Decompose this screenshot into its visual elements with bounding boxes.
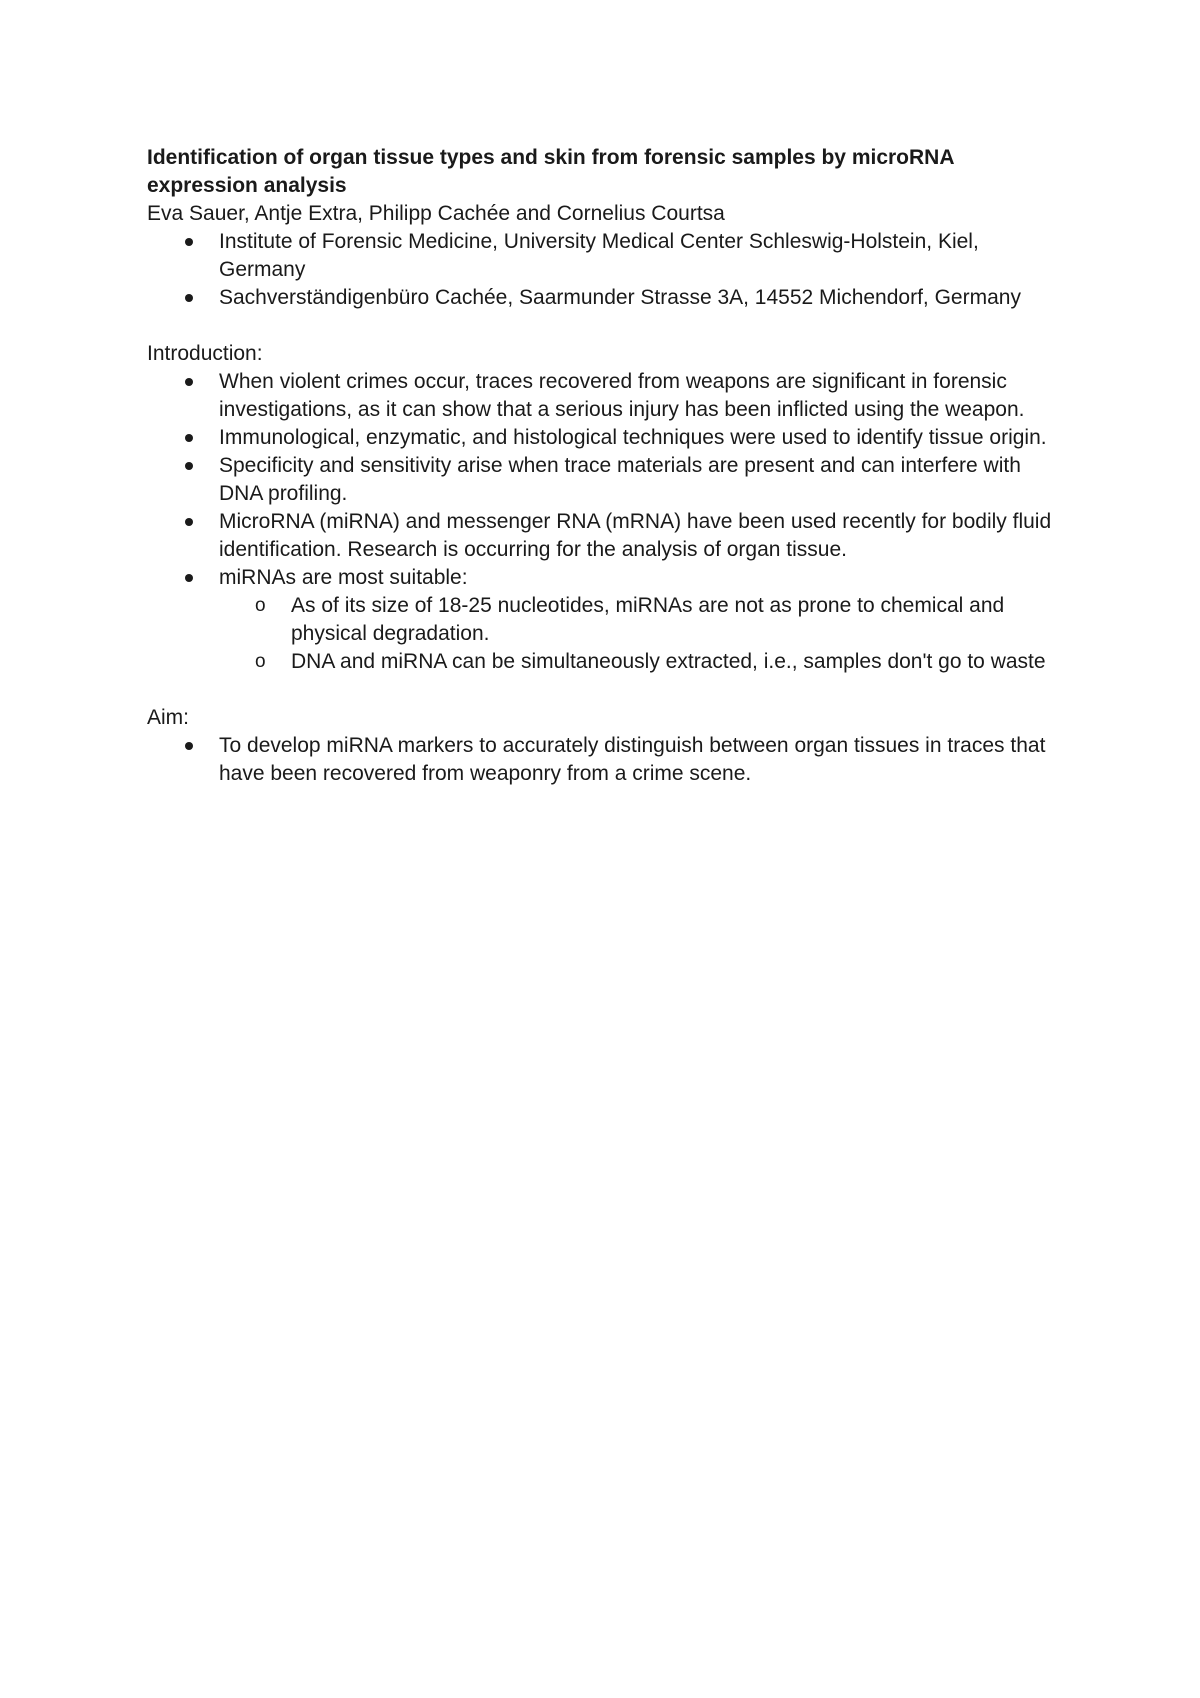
- bullet-icon: [185, 742, 193, 750]
- affiliation-text: Institute of Forensic Medicine, University Medical Center Schleswig-Holstein, Kiel, Germany: [219, 230, 979, 281]
- list-item-text: Specificity and sensitivity arise when trace materials are present and can interfere with DNA profiling.: [219, 454, 1021, 505]
- aim-list: [147, 732, 1067, 788]
- author-list: Eva Sauer, Antje Extra, Philipp Cachée and Cornelius Courtsa: [147, 202, 725, 225]
- bullet-icon: [185, 238, 193, 246]
- sub-list-item-text: DNA and miRNA can be simultaneously extracted, i.e., samples don't go to waste: [291, 650, 1046, 673]
- list-item-text: Immunological, enzymatic, and histological techniques were used to identify tissue origin.: [219, 426, 1047, 449]
- spacer: [147, 676, 1067, 704]
- list-item: [147, 284, 1067, 312]
- bullet-icon: [185, 462, 193, 470]
- list-item-text: When violent crimes occur, traces recovered from weapons are significant in forensic investigations, as it can show that a serious injury has been inflicted using the weapon.: [219, 370, 1025, 421]
- sub-list: [219, 592, 1067, 676]
- aim-heading: Aim:: [147, 706, 189, 729]
- list-item-text: To develop miRNA markers to accurately distinguish between organ tissues in traces that have been recovered from weaponry from a crime scene.: [219, 734, 1046, 785]
- document-body: [147, 144, 1067, 788]
- introduction-heading: Introduction:: [147, 342, 263, 365]
- list-item: [147, 732, 1067, 788]
- bullet-icon: [185, 518, 193, 526]
- spacer: [147, 312, 1067, 340]
- list-item: [147, 228, 1067, 284]
- list-item: [147, 564, 1067, 676]
- paper-title: Identification of organ tissue types and skin from forensic samples by microRNA expression analysis: [147, 146, 954, 197]
- bullet-icon: [185, 434, 193, 442]
- circle-bullet-icon: o: [255, 651, 266, 672]
- bullet-icon: [185, 574, 193, 582]
- introduction-list: [147, 368, 1067, 676]
- sub-list-item-text: As of its size of 18-25 nucleotides, miRNAs are not as prone to chemical and physical degradation.: [291, 594, 1005, 645]
- list-item-text: miRNAs are most suitable:: [219, 566, 468, 589]
- list-item: [147, 424, 1067, 452]
- bullet-icon: [185, 378, 193, 386]
- list-item: [147, 452, 1067, 508]
- list-item-text: MicroRNA (miRNA) and messenger RNA (mRNA) have been used recently for bodily fluid identification. Research is occurring for the analysis of organ tissue.: [219, 510, 1052, 561]
- sub-list-item: [218, 592, 1067, 648]
- affiliation-list: [147, 228, 1067, 312]
- circle-bullet-icon: o: [255, 595, 266, 616]
- sub-list-item: [218, 648, 1067, 676]
- list-item: [147, 508, 1067, 564]
- bullet-icon: [185, 294, 193, 302]
- list-item: [147, 368, 1067, 424]
- affiliation-text: Sachverständigenbüro Cachée, Saarmunder Strasse 3A, 14552 Michendorf, Germany: [219, 286, 1021, 309]
